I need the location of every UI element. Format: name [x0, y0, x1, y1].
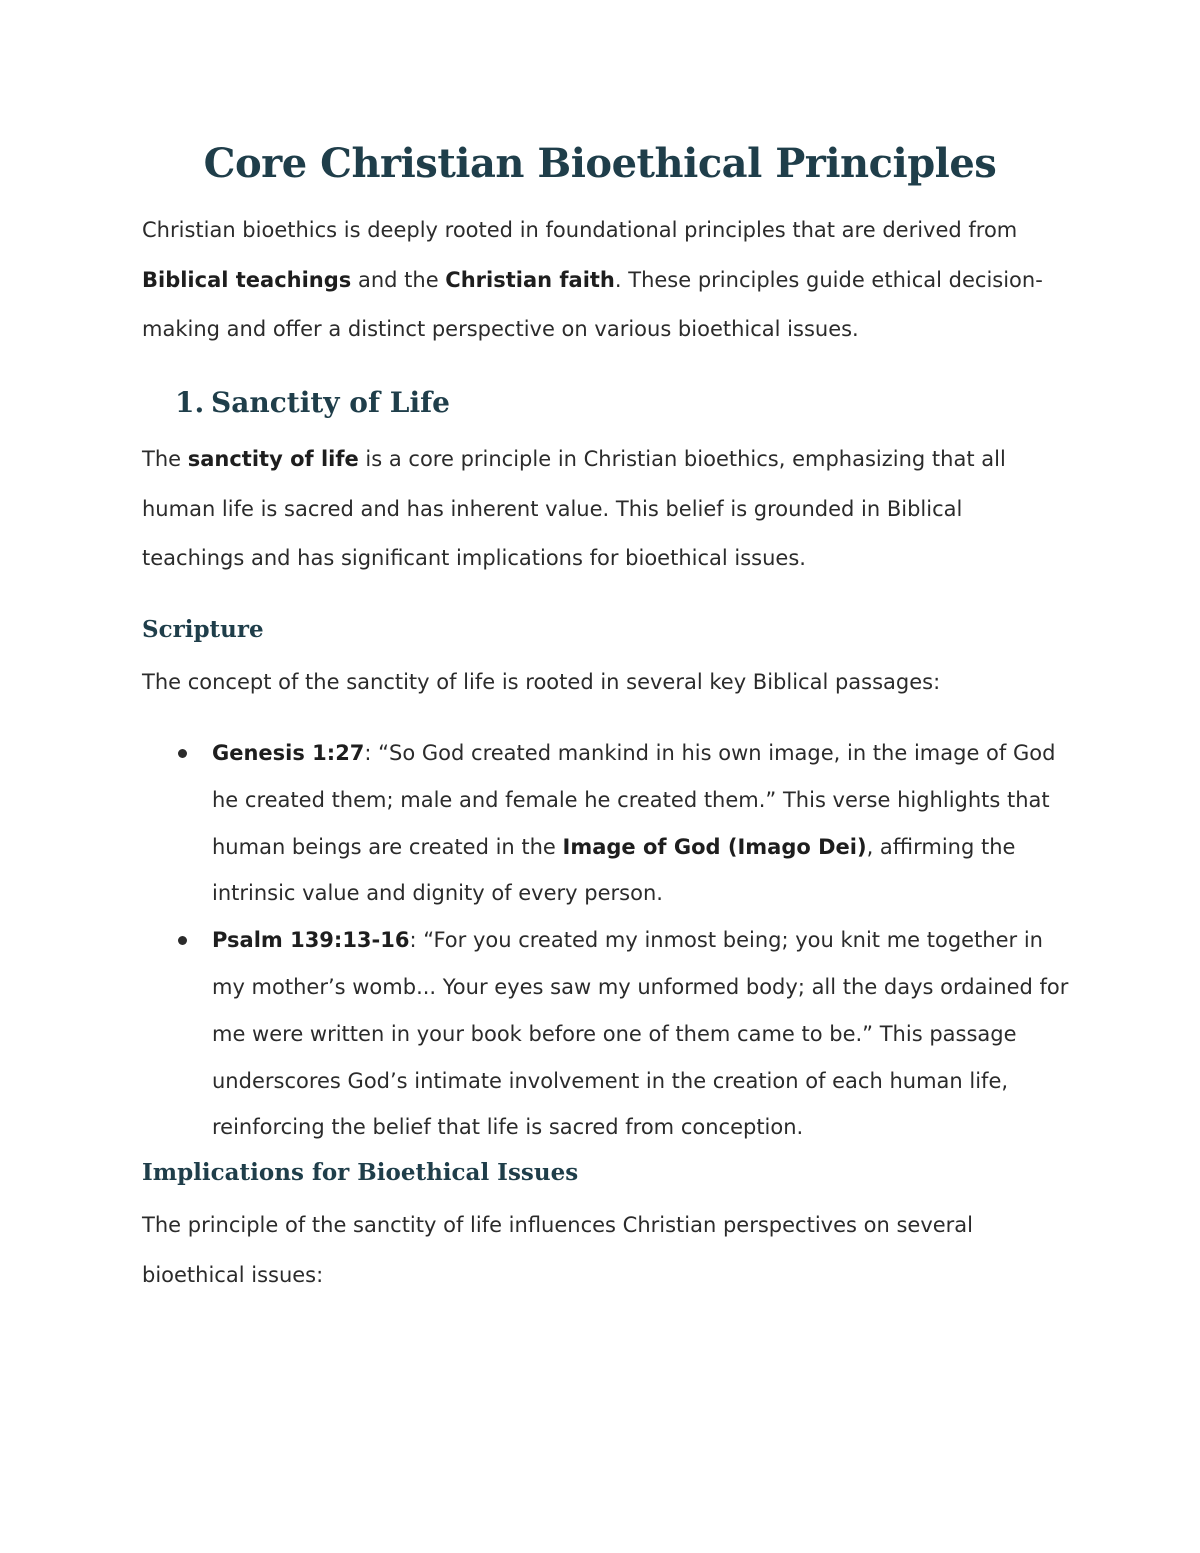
intro-text-3: . These principles guide ethical decision-making and offer a distinct perspective on various bioethical issues. — [142, 267, 1043, 341]
scripture-text-end: , affirming the intrinsic value and dignity of every person. — [212, 834, 1016, 906]
intro-bold-christian-faith: Christian faith — [445, 267, 615, 292]
sanctity-paragraph — [142, 435, 1062, 584]
subheading-implications: Implications for Bioethical Issues — [142, 1159, 579, 1186]
list-item-genesis — [0, 730, 1072, 917]
scripture-list — [0, 730, 1200, 1151]
implications-paragraph: The principle of the sanctity of life influences Christian perspectives on several bioethical issues: — [142, 1213, 974, 1287]
imago-dei-term: Image of God (Imago Dei) — [562, 834, 867, 859]
intro-paragraph — [142, 206, 1062, 355]
bullet-icon — [178, 936, 187, 945]
scripture-text: : “So God created mankind in his own image, in the image of God he created them; male and female he created them.” This verse highlights that human beings are created in the — [212, 741, 1056, 859]
bullet-icon — [178, 749, 187, 758]
list-item-psalm — [0, 917, 1072, 1151]
page-title: Core Christian Bioethical Principles — [203, 140, 997, 187]
intro-text-1: Christian bioethics is deeply rooted in foundational principles that are derived from — [142, 218, 1018, 242]
scripture-reference: Genesis 1:27 — [212, 741, 365, 765]
subheading-scripture: Scripture — [142, 616, 264, 643]
section-heading-text: Sanctity of Life — [211, 386, 450, 419]
intro-bold-biblical-teachings: Biblical teachings — [142, 267, 352, 292]
scripture-text: : “For you created my inmost being; you knit me together in my mother’s womb... Your eyes saw my unformed body; all the days ordained for me were written in your book before one of them came to be.” This passage underscores God’s intimate involvement in the creation of each human life, reinforcing the belief that life is sacred from conception. — [212, 928, 1069, 1140]
intro-text-2: and the — [351, 267, 446, 292]
sanctity-bold-term: sanctity of life — [187, 447, 359, 471]
scripture-intro: The concept of the sanctity of life is rooted in several key Biblical passages: — [142, 670, 941, 694]
sanctity-text-2: is a core principle in Christian bioethics, emphasizing that all human life is sacred and has inherent value. This belief is grounded in Biblical teachings and has significant implications for bioethical issues. — [142, 447, 1006, 570]
scripture-reference: Psalm 139:13-16 — [212, 928, 410, 953]
section-number: 1. — [175, 386, 205, 419]
sanctity-text-1: The — [142, 447, 188, 471]
section-heading-sanctity-of-life — [175, 383, 450, 423]
